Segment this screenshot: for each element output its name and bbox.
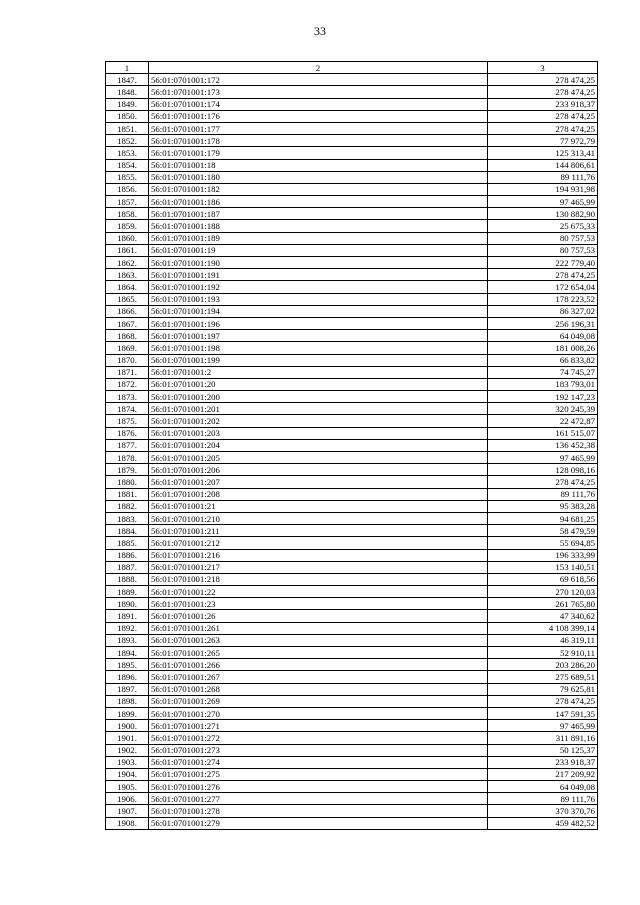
cadastral-number-cell: 56:01:0701001:261 — [149, 622, 488, 634]
value-cell: 222 779,40 — [488, 257, 598, 269]
cadastral-number-cell: 56:01:0701001:26 — [149, 610, 488, 622]
row-number-cell: 1902. — [106, 744, 149, 756]
row-number-cell: 1860. — [106, 232, 149, 244]
cadastral-number-cell: 56:01:0701001:2 — [149, 366, 488, 378]
cadastral-number-cell: 56:01:0701001:20 — [149, 378, 488, 390]
row-number-cell: 1896. — [106, 671, 149, 683]
table-row — [106, 135, 598, 147]
row-number-cell: 1885. — [106, 537, 149, 549]
cadastral-number-cell: 56:01:0701001:265 — [149, 647, 488, 659]
table-row — [106, 647, 598, 659]
table-row — [106, 354, 598, 366]
row-number-cell: 1871. — [106, 366, 149, 378]
value-cell: 58 479,59 — [488, 525, 598, 537]
table-row — [106, 257, 598, 269]
row-number-cell: 1890. — [106, 598, 149, 610]
cadastral-number-cell: 56:01:0701001:172 — [149, 74, 488, 86]
cadastral-number-cell: 56:01:0701001:204 — [149, 439, 488, 451]
table-row — [106, 244, 598, 256]
cadastral-number-cell: 56:01:0701001:270 — [149, 707, 488, 719]
row-number-cell: 1867. — [106, 317, 149, 329]
value-cell: 97 465,99 — [488, 452, 598, 464]
cadastral-number-cell: 56:01:0701001:266 — [149, 659, 488, 671]
row-number-cell: 1862. — [106, 257, 149, 269]
value-cell: 22 472,87 — [488, 415, 598, 427]
table-row — [106, 330, 598, 342]
table-row — [106, 378, 598, 390]
value-cell: 278 474,25 — [488, 476, 598, 488]
table-row — [106, 220, 598, 232]
row-number-cell: 1855. — [106, 171, 149, 183]
data-table — [105, 61, 598, 830]
table-row — [106, 659, 598, 671]
value-cell: 89 111,76 — [488, 793, 598, 805]
header-row — [106, 62, 598, 74]
value-cell: 144 806,61 — [488, 159, 598, 171]
cadastral-number-cell: 56:01:0701001:207 — [149, 476, 488, 488]
row-number-cell: 1856. — [106, 183, 149, 195]
table-row — [106, 427, 598, 439]
page-number: 33 — [314, 24, 326, 38]
table-header — [106, 62, 598, 74]
cadastral-number-cell: 56:01:0701001:190 — [149, 257, 488, 269]
row-number-cell: 1906. — [106, 793, 149, 805]
value-cell: 192 147,23 — [488, 391, 598, 403]
value-cell: 97 465,99 — [488, 196, 598, 208]
table-row — [106, 634, 598, 646]
value-cell: 203 286,20 — [488, 659, 598, 671]
table-row — [106, 86, 598, 98]
table-row — [106, 342, 598, 354]
value-cell: 261 765,80 — [488, 598, 598, 610]
cadastral-number-cell: 56:01:0701001:196 — [149, 317, 488, 329]
column-header-3: 3 — [488, 62, 598, 74]
value-cell: 181 008,26 — [488, 342, 598, 354]
row-number-cell: 1847. — [106, 74, 149, 86]
column-header-2: 2 — [149, 62, 488, 74]
cadastral-number-cell: 56:01:0701001:212 — [149, 537, 488, 549]
value-cell: 278 474,25 — [488, 74, 598, 86]
table-row — [106, 512, 598, 524]
value-cell: 89 111,76 — [488, 171, 598, 183]
table-row — [106, 744, 598, 756]
table-row — [106, 549, 598, 561]
row-number-cell: 1898. — [106, 695, 149, 707]
cadastral-number-cell: 56:01:0701001:268 — [149, 683, 488, 695]
row-number-cell: 1857. — [106, 196, 149, 208]
cadastral-number-cell: 56:01:0701001:203 — [149, 427, 488, 439]
cadastral-number-cell: 56:01:0701001:275 — [149, 768, 488, 780]
row-number-cell: 1908. — [106, 817, 149, 829]
value-cell: 136 452,38 — [488, 439, 598, 451]
row-number-cell: 1884. — [106, 525, 149, 537]
value-cell: 80 757,53 — [488, 244, 598, 256]
value-cell: 64 049,08 — [488, 330, 598, 342]
cadastral-number-cell: 56:01:0701001:272 — [149, 732, 488, 744]
row-number-cell: 1903. — [106, 756, 149, 768]
value-cell: 94 681,25 — [488, 512, 598, 524]
value-cell: 86 327,02 — [488, 305, 598, 317]
cadastral-number-cell: 56:01:0701001:267 — [149, 671, 488, 683]
value-cell: 55 694,85 — [488, 537, 598, 549]
table-row — [106, 537, 598, 549]
table-row — [106, 403, 598, 415]
cadastral-number-cell: 56:01:0701001:191 — [149, 269, 488, 281]
cadastral-number-cell: 56:01:0701001:210 — [149, 512, 488, 524]
cadastral-number-cell: 56:01:0701001:176 — [149, 110, 488, 122]
cadastral-number-cell: 56:01:0701001:186 — [149, 196, 488, 208]
row-number-cell: 1852. — [106, 135, 149, 147]
cadastral-number-cell: 56:01:0701001:18 — [149, 159, 488, 171]
cadastral-number-cell: 56:01:0701001:208 — [149, 488, 488, 500]
cadastral-number-cell: 56:01:0701001:193 — [149, 293, 488, 305]
value-cell: 50 125,37 — [488, 744, 598, 756]
cadastral-number-cell: 56:01:0701001:216 — [149, 549, 488, 561]
value-cell: 66 833,82 — [488, 354, 598, 366]
cadastral-number-cell: 56:01:0701001:21 — [149, 500, 488, 512]
row-number-cell: 1879. — [106, 464, 149, 476]
value-cell: 25 675,33 — [488, 220, 598, 232]
value-cell: 270 120,03 — [488, 586, 598, 598]
row-number-cell: 1892. — [106, 622, 149, 634]
value-cell: 89 111,76 — [488, 488, 598, 500]
table-row — [106, 695, 598, 707]
row-number-cell: 1866. — [106, 305, 149, 317]
value-cell: 130 882,90 — [488, 208, 598, 220]
table-row — [106, 293, 598, 305]
row-number-cell: 1863. — [106, 269, 149, 281]
table-row — [106, 707, 598, 719]
value-cell: 125 313,41 — [488, 147, 598, 159]
table-row — [106, 171, 598, 183]
cadastral-number-cell: 56:01:0701001:179 — [149, 147, 488, 159]
row-number-cell: 1893. — [106, 634, 149, 646]
value-cell: 320 245,39 — [488, 403, 598, 415]
table-row — [106, 561, 598, 573]
row-number-cell: 1895. — [106, 659, 149, 671]
value-cell: 79 625,81 — [488, 683, 598, 695]
cadastral-number-cell: 56:01:0701001:205 — [149, 452, 488, 464]
row-number-cell: 1874. — [106, 403, 149, 415]
value-cell: 196 333,99 — [488, 549, 598, 561]
row-number-cell: 1888. — [106, 573, 149, 585]
table-row — [106, 732, 598, 744]
table-row — [106, 805, 598, 817]
table-row — [106, 464, 598, 476]
row-number-cell: 1878. — [106, 452, 149, 464]
table-body — [106, 74, 598, 830]
value-cell: 52 910,11 — [488, 647, 598, 659]
row-number-cell: 1851. — [106, 122, 149, 134]
table-row — [106, 476, 598, 488]
row-number-cell: 1859. — [106, 220, 149, 232]
cadastral-number-cell: 56:01:0701001:198 — [149, 342, 488, 354]
cadastral-number-cell: 56:01:0701001:206 — [149, 464, 488, 476]
cadastral-number-cell: 56:01:0701001:182 — [149, 183, 488, 195]
table-row — [106, 768, 598, 780]
row-number-cell: 1894. — [106, 647, 149, 659]
cadastral-number-cell: 56:01:0701001:23 — [149, 598, 488, 610]
value-cell: 161 515,07 — [488, 427, 598, 439]
value-cell: 80 757,53 — [488, 232, 598, 244]
value-cell: 178 223,52 — [488, 293, 598, 305]
table-row — [106, 671, 598, 683]
value-cell: 278 474,25 — [488, 269, 598, 281]
value-cell: 74 745,27 — [488, 366, 598, 378]
table-row — [106, 269, 598, 281]
row-number-cell: 1877. — [106, 439, 149, 451]
cadastral-number-cell: 56:01:0701001:211 — [149, 525, 488, 537]
table-row — [106, 208, 598, 220]
table-row — [106, 622, 598, 634]
value-cell: 77 972,79 — [488, 135, 598, 147]
value-cell: 275 689,51 — [488, 671, 598, 683]
cadastral-number-cell: 56:01:0701001:202 — [149, 415, 488, 427]
value-cell: 172 654,04 — [488, 281, 598, 293]
table-row — [106, 525, 598, 537]
row-number-cell: 1905. — [106, 781, 149, 793]
row-number-cell: 1865. — [106, 293, 149, 305]
row-number-cell: 1868. — [106, 330, 149, 342]
cadastral-number-cell: 56:01:0701001:274 — [149, 756, 488, 768]
cadastral-number-cell: 56:01:0701001:269 — [149, 695, 488, 707]
value-cell: 217 209,92 — [488, 768, 598, 780]
value-cell: 147 591,35 — [488, 707, 598, 719]
table-row — [106, 439, 598, 451]
cadastral-number-cell: 56:01:0701001:197 — [149, 330, 488, 342]
cadastral-number-cell: 56:01:0701001:277 — [149, 793, 488, 805]
table-row — [106, 366, 598, 378]
value-cell: 459 482,52 — [488, 817, 598, 829]
row-number-cell: 1858. — [106, 208, 149, 220]
value-cell: 233 918,37 — [488, 98, 598, 110]
row-number-cell: 1881. — [106, 488, 149, 500]
value-cell: 46 319,11 — [488, 634, 598, 646]
row-number-cell: 1876. — [106, 427, 149, 439]
value-cell: 311 891,16 — [488, 732, 598, 744]
row-number-cell: 1900. — [106, 720, 149, 732]
column-header-1: 1 — [106, 62, 149, 74]
row-number-cell: 1882. — [106, 500, 149, 512]
row-number-cell: 1907. — [106, 805, 149, 817]
row-number-cell: 1887. — [106, 561, 149, 573]
row-number-cell: 1880. — [106, 476, 149, 488]
cadastral-number-cell: 56:01:0701001:187 — [149, 208, 488, 220]
value-cell: 194 931,98 — [488, 183, 598, 195]
table-row — [106, 756, 598, 768]
table-row — [106, 391, 598, 403]
table-row — [106, 147, 598, 159]
value-cell: 47 340,62 — [488, 610, 598, 622]
row-number-cell: 1861. — [106, 244, 149, 256]
cadastral-number-cell: 56:01:0701001:180 — [149, 171, 488, 183]
cadastral-number-cell: 56:01:0701001:271 — [149, 720, 488, 732]
row-number-cell: 1854. — [106, 159, 149, 171]
table-row — [106, 415, 598, 427]
row-number-cell: 1889. — [106, 586, 149, 598]
value-cell: 278 474,25 — [488, 110, 598, 122]
cadastral-number-cell: 56:01:0701001:263 — [149, 634, 488, 646]
cadastral-number-cell: 56:01:0701001:192 — [149, 281, 488, 293]
value-cell: 278 474,25 — [488, 695, 598, 707]
row-number-cell: 1883. — [106, 512, 149, 524]
cadastral-number-cell: 56:01:0701001:188 — [149, 220, 488, 232]
table-row — [106, 817, 598, 829]
table-row — [106, 488, 598, 500]
row-number-cell: 1870. — [106, 354, 149, 366]
row-number-cell: 1864. — [106, 281, 149, 293]
cadastral-number-cell: 56:01:0701001:276 — [149, 781, 488, 793]
row-number-cell: 1897. — [106, 683, 149, 695]
value-cell: 278 474,25 — [488, 86, 598, 98]
table-row — [106, 573, 598, 585]
value-cell: 233 918,37 — [488, 756, 598, 768]
value-cell: 128 098,16 — [488, 464, 598, 476]
row-number-cell: 1848. — [106, 86, 149, 98]
table-row — [106, 305, 598, 317]
cadastral-number-cell: 56:01:0701001:22 — [149, 586, 488, 598]
table-row — [106, 720, 598, 732]
cadastral-number-cell: 56:01:0701001:217 — [149, 561, 488, 573]
table-row — [106, 683, 598, 695]
cadastral-number-cell: 56:01:0701001:278 — [149, 805, 488, 817]
table-row — [106, 183, 598, 195]
row-number-cell: 1869. — [106, 342, 149, 354]
cadastral-number-cell: 56:01:0701001:189 — [149, 232, 488, 244]
value-cell: 278 474,25 — [488, 122, 598, 134]
row-number-cell: 1904. — [106, 768, 149, 780]
table-row — [106, 598, 598, 610]
row-number-cell: 1872. — [106, 378, 149, 390]
table-row — [106, 98, 598, 110]
table-row — [106, 793, 598, 805]
cadastral-number-cell: 56:01:0701001:199 — [149, 354, 488, 366]
row-number-cell: 1853. — [106, 147, 149, 159]
table-row — [106, 196, 598, 208]
cadastral-number-cell: 56:01:0701001:273 — [149, 744, 488, 756]
cadastral-number-cell: 56:01:0701001:173 — [149, 86, 488, 98]
value-cell: 183 793,01 — [488, 378, 598, 390]
value-cell: 97 465,99 — [488, 720, 598, 732]
table-row — [106, 110, 598, 122]
table-row — [106, 232, 598, 244]
table-row — [106, 317, 598, 329]
value-cell: 64 049,08 — [488, 781, 598, 793]
row-number-cell: 1850. — [106, 110, 149, 122]
table-row — [106, 610, 598, 622]
row-number-cell: 1873. — [106, 391, 149, 403]
table-row — [106, 159, 598, 171]
row-number-cell: 1849. — [106, 98, 149, 110]
cadastral-number-cell: 56:01:0701001:201 — [149, 403, 488, 415]
table-row — [106, 452, 598, 464]
row-number-cell: 1875. — [106, 415, 149, 427]
cadastral-number-cell: 56:01:0701001:19 — [149, 244, 488, 256]
cadastral-number-cell: 56:01:0701001:174 — [149, 98, 488, 110]
value-cell: 4 108 399,14 — [488, 622, 598, 634]
value-cell: 69 618,56 — [488, 573, 598, 585]
table-row — [106, 281, 598, 293]
table-row — [106, 500, 598, 512]
cadastral-number-cell: 56:01:0701001:194 — [149, 305, 488, 317]
table-row — [106, 122, 598, 134]
table-row — [106, 586, 598, 598]
value-cell: 256 196,31 — [488, 317, 598, 329]
cadastral-number-cell: 56:01:0701001:178 — [149, 135, 488, 147]
row-number-cell: 1886. — [106, 549, 149, 561]
row-number-cell: 1901. — [106, 732, 149, 744]
value-cell: 95 383,28 — [488, 500, 598, 512]
value-cell: 370 370,76 — [488, 805, 598, 817]
row-number-cell: 1891. — [106, 610, 149, 622]
table-row — [106, 781, 598, 793]
value-cell: 153 140,51 — [488, 561, 598, 573]
cadastral-number-cell: 56:01:0701001:177 — [149, 122, 488, 134]
row-number-cell: 1899. — [106, 707, 149, 719]
table-row — [106, 74, 598, 86]
cadastral-number-cell: 56:01:0701001:200 — [149, 391, 488, 403]
cadastral-number-cell: 56:01:0701001:218 — [149, 573, 488, 585]
cadastral-number-cell: 56:01:0701001:279 — [149, 817, 488, 829]
